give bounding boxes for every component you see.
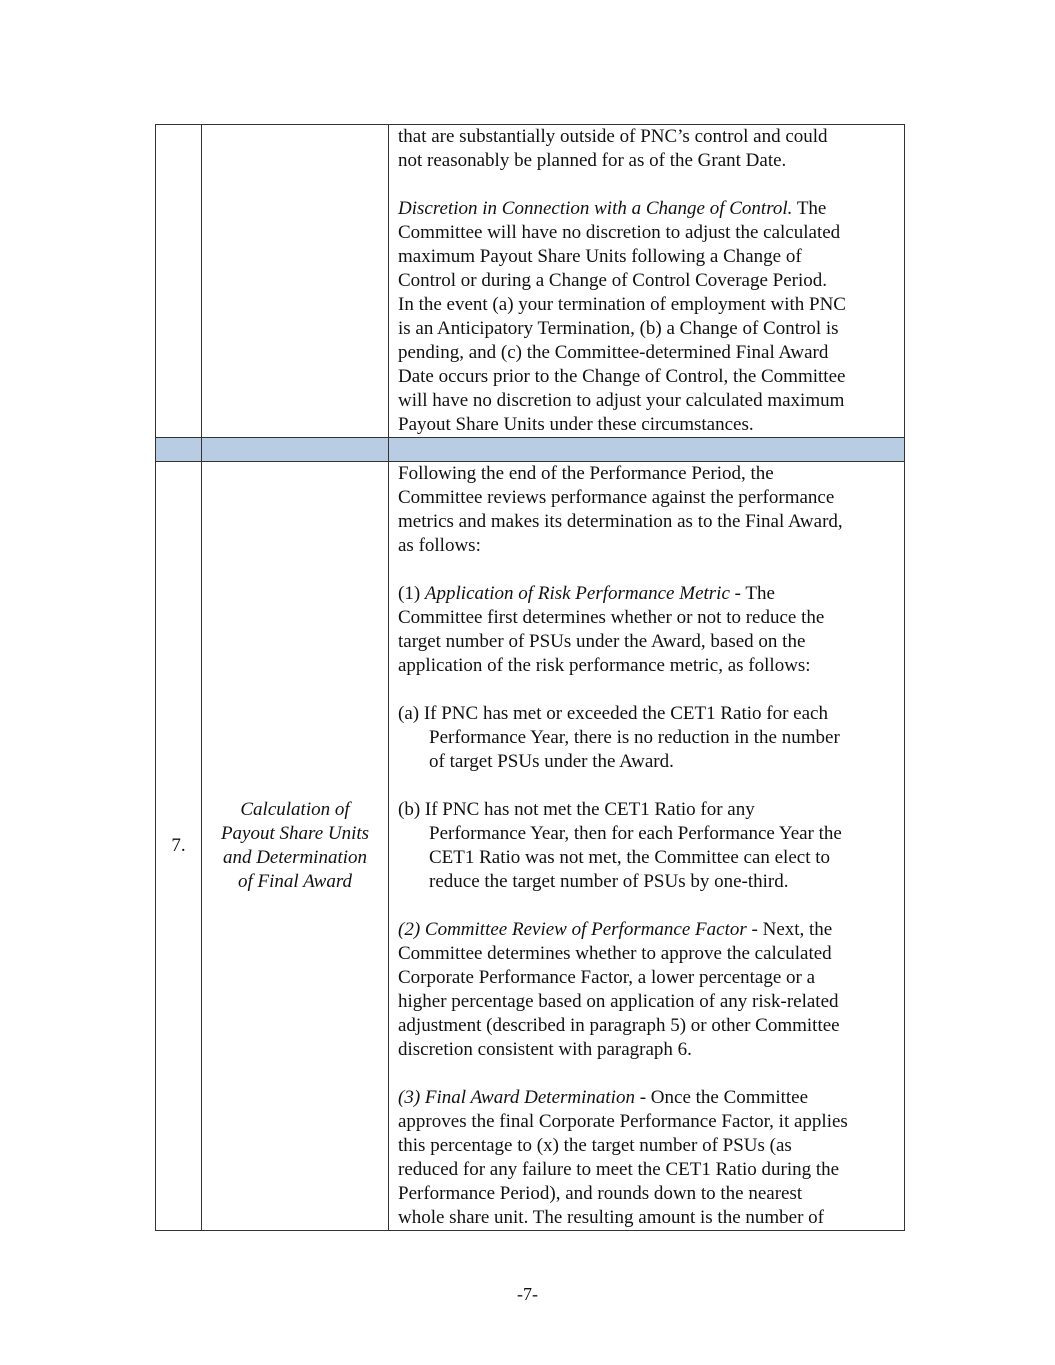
text-line: [398, 942, 900, 966]
text-line: [398, 582, 900, 606]
text: (1): [398, 583, 425, 604]
blank-line: [398, 173, 900, 197]
text: not reasonably be planned for as of the Grant Date.: [398, 150, 787, 171]
text: Committee reviews performance against the performance: [398, 487, 835, 508]
text: - Next, the: [746, 919, 833, 940]
title-line: Payout Share Units: [220, 823, 370, 844]
text: higher percentage based on application of any risk-related: [398, 991, 839, 1012]
text: Date occurs prior to the Change of Control, the Committee: [398, 366, 846, 387]
text-line: [398, 413, 900, 437]
page-number: -7-: [517, 1284, 538, 1304]
text: application of the risk performance metric, as follows:: [398, 655, 811, 676]
text: In the event (a) your termination of employment with PNC: [398, 294, 846, 315]
text: that are substantially outside of PNC’s control and could: [398, 126, 828, 147]
text-line: [398, 1206, 900, 1230]
text-line: [398, 149, 900, 173]
text: Committee determines whether to approve the calculated: [398, 943, 832, 964]
text-line: [398, 630, 900, 654]
text: (b) If PNC has not met the CET1 Ratio for any: [398, 799, 755, 820]
text-line: [398, 510, 900, 534]
text: Performance Year, there is no reduction in the number: [429, 727, 840, 748]
text-line: [398, 870, 900, 894]
text-line: [398, 1158, 900, 1182]
row-body: [389, 462, 905, 1231]
text-line: [398, 606, 900, 630]
row-body: [389, 125, 905, 438]
text-line: [398, 1182, 900, 1206]
title-line: and Determination: [222, 847, 368, 868]
text-line: [398, 1134, 900, 1158]
blank-line: [398, 894, 900, 918]
text-line: [398, 654, 900, 678]
text: Committee will have no discretion to adjust the calculated: [398, 222, 841, 243]
text-line: [398, 990, 900, 1014]
text: The: [792, 198, 827, 219]
title-line: Calculation of: [240, 799, 350, 820]
text-line: [398, 365, 900, 389]
text: (a) If PNC has met or exceeded the CET1 Ratio for each: [398, 703, 828, 724]
text-line: [398, 245, 900, 269]
text-line: [398, 269, 900, 293]
text: Control or during a Change of Control Coverage Period.: [398, 270, 828, 291]
text-line: [398, 317, 900, 341]
italic-text: Application of Risk Performance Metric: [424, 583, 730, 604]
text: this percentage to (x) the target number of PSUs (as: [398, 1135, 792, 1156]
text: will have no discretion to adjust your calculated maximum: [398, 390, 845, 411]
text: - Once the Committee: [634, 1087, 809, 1108]
italic-text: (3) Final Award Determination: [398, 1087, 635, 1108]
text-line: [398, 1038, 900, 1062]
text-line: [398, 197, 900, 221]
text-line: [398, 750, 900, 774]
text-line: [398, 389, 900, 413]
blank-line: [398, 774, 900, 798]
text-line: [398, 726, 900, 750]
text-line: [398, 822, 900, 846]
text-line: [398, 486, 900, 510]
text: discretion consistent with paragraph 6.: [398, 1039, 692, 1060]
text: is an Anticipatory Termination, (b) a Change of Control is: [398, 318, 839, 339]
text-line: [398, 462, 900, 486]
text: CET1 Ratio was not met, the Committee can elect to: [429, 847, 831, 868]
table-row: [156, 462, 905, 1231]
award-terms-table: [155, 124, 905, 1231]
text-line: [398, 1086, 900, 1110]
text: whole share unit. The resulting amount is the number of: [398, 1207, 825, 1228]
text-line: [398, 125, 900, 149]
text: reduced for any failure to meet the CET1 Ratio during the: [398, 1159, 840, 1180]
table-separator-row: [156, 438, 905, 462]
text-line: [398, 798, 900, 822]
text-line: [398, 846, 900, 870]
row-number: [156, 125, 202, 438]
blank-line: [398, 558, 900, 582]
text: pending, and (c) the Committee-determined Final Award: [398, 342, 829, 363]
text-line: [398, 293, 900, 317]
text: adjustment (described in paragraph 5) or other Committee: [398, 1015, 840, 1036]
italic-text: (2) Committee Review of Performance Factor: [398, 919, 747, 940]
row-number: 7.: [156, 462, 202, 1231]
row-title: [202, 462, 389, 1231]
text-line: [398, 534, 900, 558]
text: of target PSUs under the Award.: [429, 751, 674, 772]
text: Performance Period), and rounds down to the nearest: [398, 1183, 803, 1204]
text: Following the end of the Performance Period, the: [398, 463, 774, 484]
text-line: [398, 341, 900, 365]
text-line: [398, 1110, 900, 1134]
text: Performance Year, then for each Performance Year the: [429, 823, 842, 844]
blank-line: [398, 678, 900, 702]
text: Corporate Performance Factor, a lower percentage or a: [398, 967, 816, 988]
text: approves the final Corporate Performance Factor, it applies: [398, 1111, 848, 1132]
text: Committee first determines whether or not to reduce the: [398, 607, 825, 628]
italic-text: Discretion in Connection with a Change of Control.: [398, 198, 793, 219]
title-line: of Final Award: [237, 871, 353, 892]
text: Payout Share Units under these circumstances.: [398, 414, 754, 435]
text-line: [398, 702, 900, 726]
row-title: [202, 125, 389, 438]
text-line: [398, 918, 900, 942]
text-line: [398, 966, 900, 990]
text-line: [398, 1014, 900, 1038]
text: - The: [729, 583, 775, 604]
text: metrics and makes its determination as to the Final Award,: [398, 511, 843, 532]
text: reduce the target number of PSUs by one-third.: [429, 871, 789, 892]
text: target number of PSUs under the Award, based on the: [398, 631, 806, 652]
text: as follows:: [398, 535, 481, 556]
blank-line: [398, 1062, 900, 1086]
text: maximum Payout Share Units following a Change of: [398, 246, 802, 267]
text-line: [398, 221, 900, 245]
table-row: [156, 125, 905, 438]
